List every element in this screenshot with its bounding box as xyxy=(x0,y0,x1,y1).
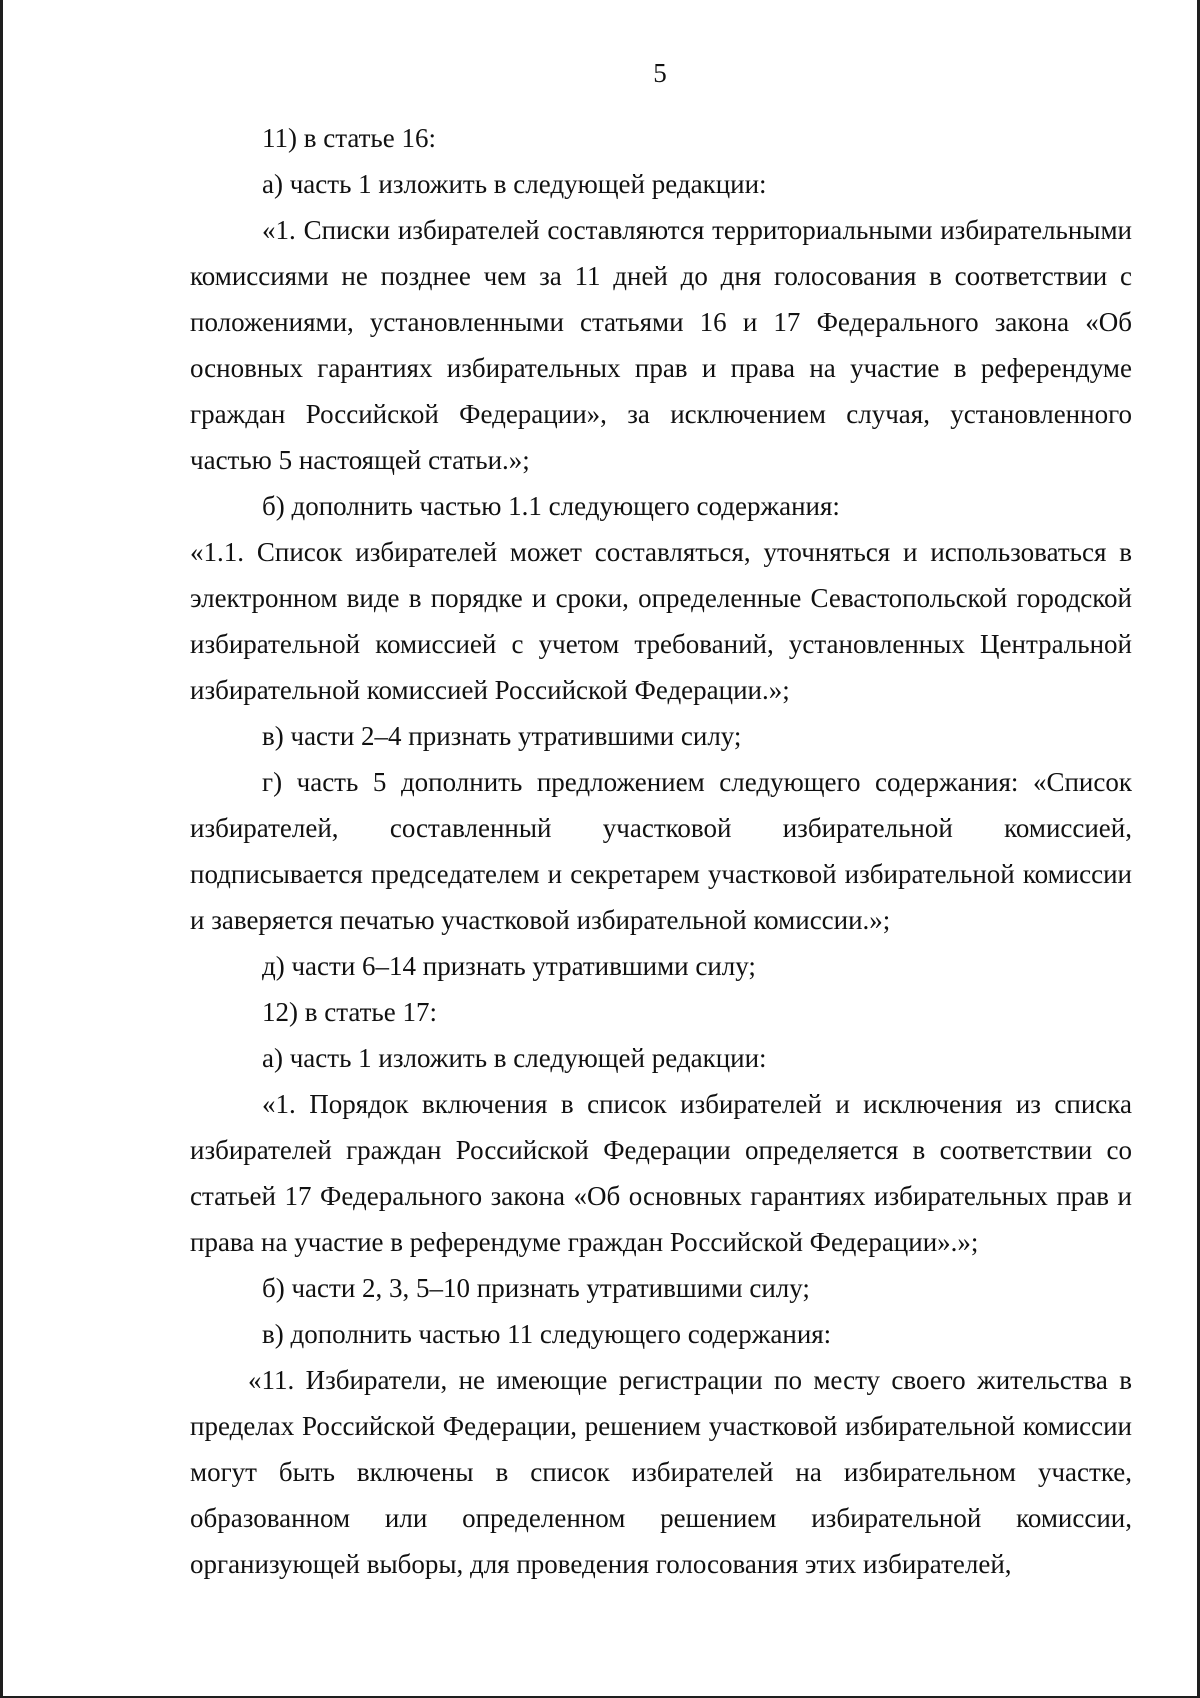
paragraph-11a-quote: «1. Списки избирателей составляются территориальными избирательными комиссиями не позднее чем за 11 дней до дня голосования в соответствии с положениями, установленными статьями 16 и 17 Федерального закона «Об основных гарантиях избирательных прав и права на участие в референдуме граждан Российской Федерации», за исключением случая, установленного частью 5 настоящей статьи.»; xyxy=(190,215,1132,475)
paragraph-12v-quote: «11. Избиратели, не имеющие регистрации по месту своего жительства в пределах Российской Федерации, решением участковой избирательной комиссии могут быть включены в список избирателей на избирательном участке, образованном или определенном решением избирательной комиссии, организующей выборы, для проведения голосования этих избирателей, xyxy=(190,1365,1132,1579)
paragraph-11b-quote: «1.1. Список избирателей может составляться, уточняться и использоваться в электронном виде в порядке и сроки, определенные Севастопольской городской избирательной комиссией с учетом требований, установленных Центральной избирательной комиссией Российской Федерации.»; xyxy=(190,537,1132,705)
paragraph-item-11-header: 11) в статье 16: xyxy=(262,123,436,153)
paragraph-11d: д) части 6–14 признать утратившими силу; xyxy=(262,951,756,981)
paragraph-11b: б) дополнить частью 1.1 следующего содержания: xyxy=(262,491,840,521)
paragraph-12v: в) дополнить частью 11 следующего содержания: xyxy=(262,1319,832,1349)
paragraph-11g: г) часть 5 дополнить предложением следующего содержания: «Список избирателей, составленный участковой избирательной комиссией, подписывается председателем и секретарем участковой избирательной комиссии и заверяется печатью участковой избирательной комиссии.»; xyxy=(190,767,1132,935)
paragraph-11v: в) части 2–4 признать утратившими силу; xyxy=(262,721,742,751)
paragraph-12a: а) часть 1 изложить в следующей редакции: xyxy=(262,1043,767,1073)
paragraph-11a: а) часть 1 изложить в следующей редакции: xyxy=(262,169,767,199)
document-body xyxy=(190,115,1132,1587)
paragraph-12b: б) части 2, 3, 5–10 признать утратившими силу; xyxy=(262,1273,810,1303)
paragraph-12a-quote: «1. Порядок включения в список избирателей и исключения из списка избирателей граждан Российской Федерации определяется в соответствии со статьей 17 Федерального закона «Об основных гарантиях избирательных прав и права на участие в референдуме граждан Российской Федерации».»; xyxy=(190,1089,1132,1257)
scan-edge-left xyxy=(0,0,3,1698)
paragraph-item-12-header: 12) в статье 17: xyxy=(262,997,437,1027)
page-number: 5 xyxy=(653,58,667,88)
